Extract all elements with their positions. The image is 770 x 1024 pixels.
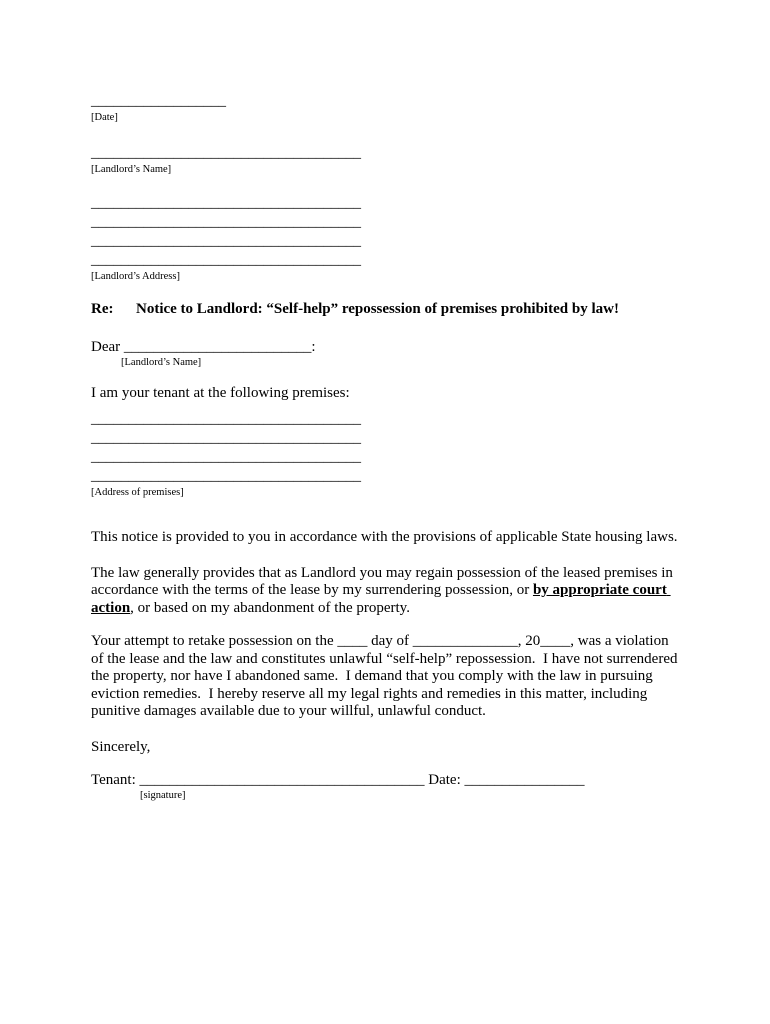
re-title: Notice to Landlord: “Self-help” repossession of premises prohibited by law! (136, 301, 619, 317)
signature-label: [signature] (140, 789, 186, 801)
landlord-name-label: [Landlord’s Name] (91, 164, 172, 175)
landlord-address-blank-line: ____________________________________ (91, 252, 361, 268)
re-prefix: Re: (91, 301, 114, 317)
salutation-suffix: : (311, 339, 316, 355)
salutation-name-label: [Landlord’s Name] (121, 357, 202, 368)
date-blank-line: __________________ (91, 93, 226, 109)
premises-blank-line: ____________________________________ (91, 411, 361, 427)
re-line (91, 300, 682, 318)
premises-intro: I am your tenant at the following premises: (91, 385, 350, 401)
closing-sincerely: Sincerely, (91, 738, 151, 755)
premises-blank-line: ____________________________________ (91, 468, 361, 484)
landlord-address-blank-line: ____________________________________ (91, 214, 361, 230)
date-signature-blank: ________________ (464, 771, 585, 788)
tenant-prefix: Tenant: (91, 771, 140, 788)
paragraph-violation: Your attempt to retake possession on the ____ day of ______________, 20____, was a violation of the lease and the law and constitutes unlawful “self-help” repossession. I have not surrendered the property, nor have I abandoned same. I demand that you comply with the law in pursuing eviction remedies. I hereby reserve all my legal rights and remedies in this matter, including punitive damages available due to your willful, unlawful conduct. (91, 633, 682, 719)
date-label: [Date] (91, 112, 118, 123)
premises-address-label: [Address of premises] (91, 487, 184, 498)
premises-blank-line: ____________________________________ (91, 430, 361, 446)
landlord-address-blank-line: ____________________________________ (91, 233, 361, 249)
salutation-prefix: Dear (91, 339, 124, 355)
paragraph-law-after: , or based on my abandonment of the property. (130, 599, 410, 616)
landlord-address-label: [Landlord’s Address] (91, 271, 180, 282)
date-prefix: Date: (424, 771, 465, 788)
paragraph-law-before: The law generally provides that as Landlord you may regain possession of the leased premises in accordance with the terms of the lease by my surrendering possession, or (91, 564, 677, 598)
landlord-name-blank-line: ____________________________________ (91, 145, 361, 161)
emphasis-court-action: by appropriate court action (91, 582, 671, 616)
paragraph-law (91, 565, 681, 618)
salutation-blank: _________________________ (123, 339, 312, 355)
landlord-address-block (91, 194, 682, 283)
landlord-address-blank-line: ____________________________________ (91, 195, 361, 211)
premises-block (91, 410, 682, 499)
salutation-line (91, 339, 682, 356)
premises-blank-line: ____________________________________ (91, 449, 361, 465)
paragraph-notice: This notice is provided to you in accordance with the provisions of applicable State housing laws. (91, 529, 678, 545)
tenant-signature-blank: ______________________________________ (139, 771, 425, 788)
signature-line (91, 772, 682, 789)
